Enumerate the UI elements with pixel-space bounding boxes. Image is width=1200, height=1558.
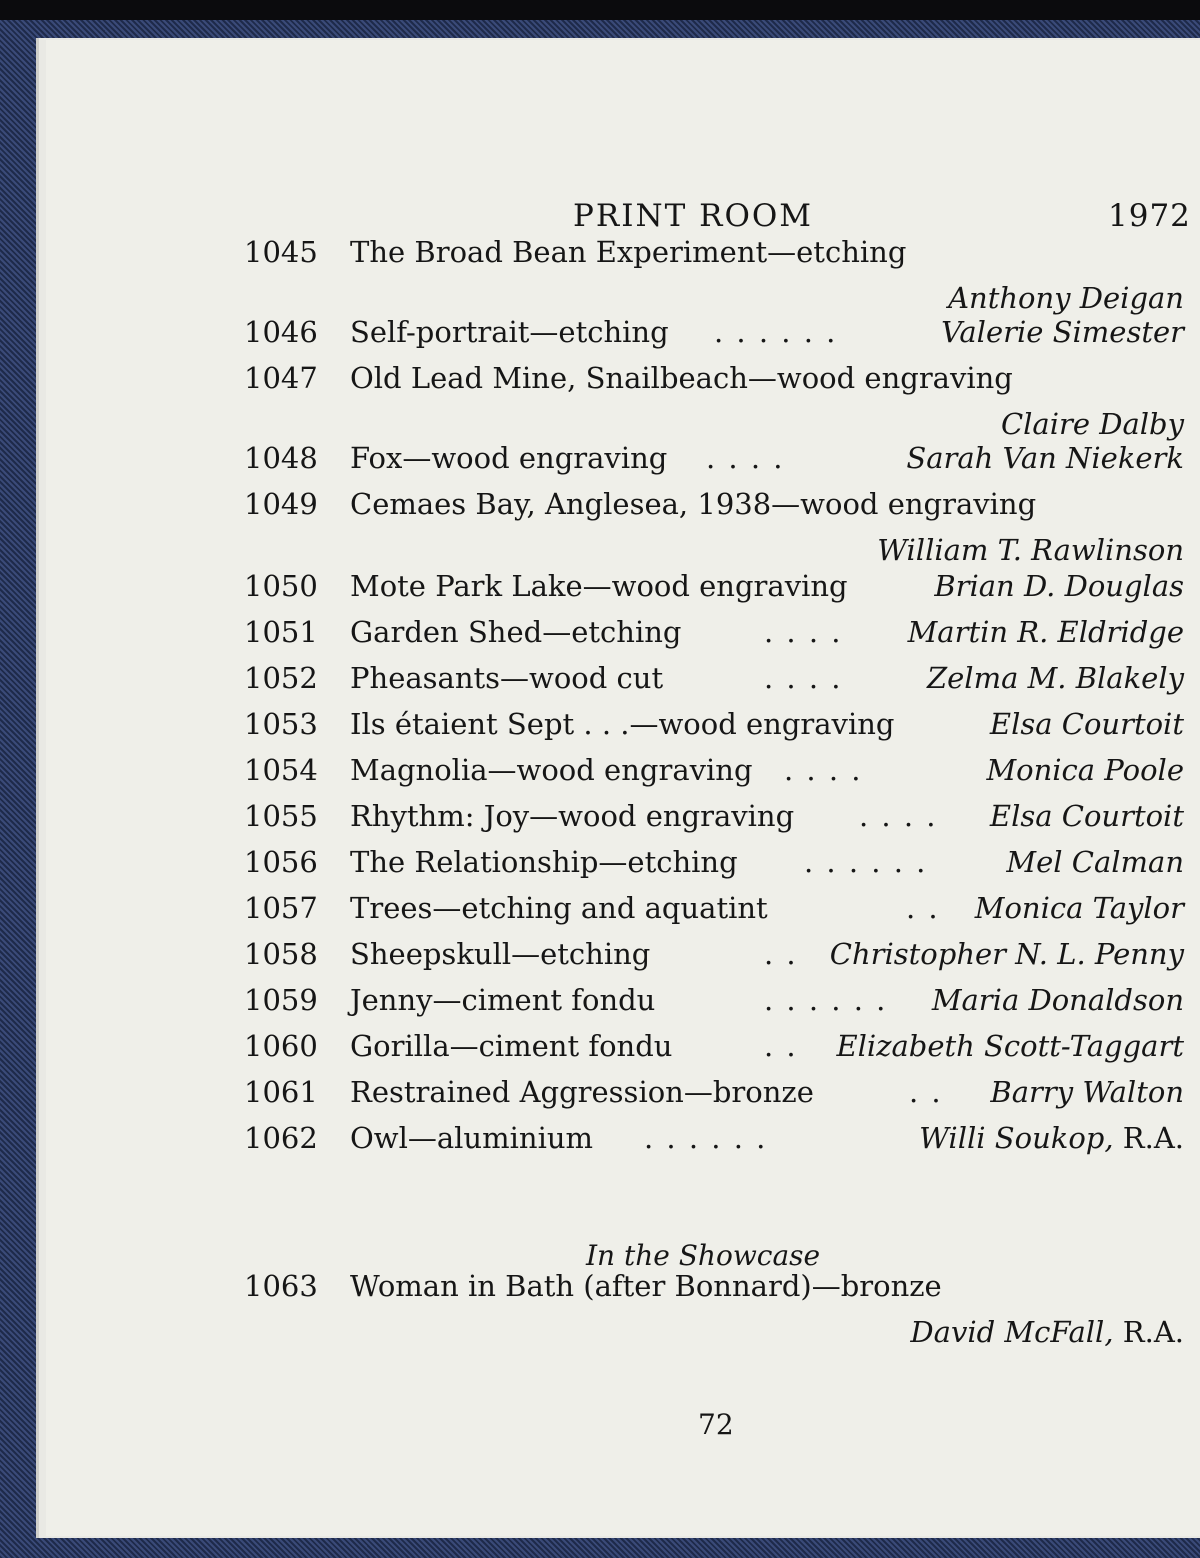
running-header-title: PRINT ROOM: [573, 198, 814, 234]
entry-number: 1054: [244, 753, 318, 787]
entry-title: Gorilla—ciment fondu: [350, 1029, 673, 1063]
section-heading: In the Showcase: [586, 1239, 821, 1272]
entry-number: 1049: [244, 487, 318, 521]
entry-title: Owl—aluminium: [350, 1121, 594, 1155]
entry-title: Trees—etching and aquatint: [350, 891, 768, 925]
leader-dots: . . . . . .: [764, 983, 888, 1017]
entry-artist: [910, 1312, 1184, 1352]
entry-artist: Elsa Courtoit: [989, 707, 1184, 741]
catalogue-entry: [244, 934, 1184, 974]
leader-dots: . . . . . .: [644, 1121, 768, 1155]
catalogue-entry: [244, 1026, 1184, 1066]
entry-title: Jenny—ciment fondu: [350, 983, 656, 1017]
entry-artist: Elsa Courtoit: [989, 799, 1184, 833]
entry-artist: Monica Poole: [986, 753, 1184, 787]
entry-title: Magnolia—wood engraving: [350, 753, 753, 787]
entry-number: 1053: [244, 707, 318, 741]
entry-title: Cemaes Bay, Anglesea, 1938—wood engraving: [350, 487, 1037, 521]
artist-name: Willi Soukop,: [919, 1121, 1114, 1155]
entry-title: Fox—wood engraving: [350, 441, 668, 475]
entry-number: 1056: [244, 845, 318, 879]
catalogue-entry: [244, 658, 1184, 698]
entry-artist: Christopher N. L. Penny: [829, 937, 1184, 971]
catalogue-entry: [244, 980, 1184, 1020]
entry-title: Restrained Aggression—bronze: [350, 1075, 814, 1109]
catalogue-page: [46, 40, 1200, 1536]
catalogue-entry: [244, 566, 1184, 606]
entry-number: 1057: [244, 891, 318, 925]
entry-number: 1059: [244, 983, 318, 1017]
page-number: 72: [698, 1408, 734, 1441]
catalogue-entry: [244, 232, 1184, 315]
leader-dots: . .: [764, 1029, 798, 1063]
entry-title: Mote Park Lake—wood engraving: [350, 569, 848, 603]
entry-number: 1062: [244, 1121, 318, 1155]
entry-artist: William T. Rawlinson: [877, 533, 1184, 567]
entry-number: 1050: [244, 569, 318, 603]
catalogue-entry: [244, 358, 1184, 441]
entry-artist: Claire Dalby: [1000, 407, 1184, 441]
entry-artist: Mel Calman: [1006, 845, 1184, 879]
entry-artist: Zelma M. Blakely: [927, 661, 1184, 695]
leader-dots: . . . .: [706, 441, 785, 475]
entry-number: 1052: [244, 661, 318, 695]
catalogue-entry: [244, 312, 1184, 352]
artist-honour: R.A.: [1113, 1315, 1184, 1349]
leader-dots: . .: [906, 891, 940, 925]
catalogue-entry: [244, 704, 1184, 744]
entry-title: Pheasants—wood cut: [350, 661, 664, 695]
catalogue-entry: [244, 484, 1184, 567]
entry-artist: Valerie Simester: [941, 315, 1184, 349]
catalogue-entry: [244, 750, 1184, 790]
artist-name: David McFall,: [910, 1315, 1114, 1349]
catalogue-entry: [244, 1072, 1184, 1112]
catalogue-entry: [244, 842, 1184, 882]
entry-artist: Elizabeth Scott-Taggart: [836, 1029, 1184, 1063]
entry-number: 1058: [244, 937, 318, 971]
entry-artist: Barry Walton: [990, 1075, 1184, 1109]
catalogue-entry: [244, 438, 1184, 478]
entry-number: 1051: [244, 615, 318, 649]
entry-title: The Broad Bean Experiment—etching: [350, 235, 907, 269]
entry-artist: Sarah Van Niekerk: [906, 441, 1184, 475]
entry-artist: Brian D. Douglas: [934, 569, 1184, 603]
artist-honour: R.A.: [1113, 1121, 1184, 1155]
leader-dots: . .: [764, 937, 798, 971]
leader-dots: . .: [909, 1075, 943, 1109]
entry-number: 1060: [244, 1029, 318, 1063]
catalogue-entry: [244, 1118, 1184, 1158]
entry-title: Rhythm: Joy—wood engraving: [350, 799, 795, 833]
catalogue-entry: [244, 888, 1184, 928]
catalogue-entry: [244, 1266, 1184, 1349]
entry-title: Ils étaient Sept . . .—wood engraving: [350, 707, 895, 741]
entry-artist: [919, 1118, 1184, 1158]
entry-title: Garden Shed—etching: [350, 615, 682, 649]
entry-artist: Martin R. Eldridge: [907, 615, 1184, 649]
entry-title: Old Lead Mine, Snailbeach—wood engraving: [350, 361, 1013, 395]
entry-number: 1061: [244, 1075, 318, 1109]
leader-dots: . . . . . .: [804, 845, 928, 879]
leader-dots: . . . .: [764, 661, 843, 695]
catalogue-entry: [244, 612, 1184, 652]
entry-artist: Monica Taylor: [974, 891, 1184, 925]
entry-number: 1055: [244, 799, 318, 833]
entry-number: 1063: [244, 1269, 318, 1303]
entry-number: 1047: [244, 361, 318, 395]
leader-dots: . . . . . .: [714, 315, 838, 349]
leader-dots: . . . .: [784, 753, 863, 787]
leader-dots: . . . .: [859, 799, 938, 833]
entry-title: Sheepskull—etching: [350, 937, 651, 971]
entry-number: 1045: [244, 235, 318, 269]
entry-number: 1046: [244, 315, 318, 349]
entry-number: 1048: [244, 441, 318, 475]
entry-artist: Maria Donaldson: [931, 983, 1184, 1017]
running-header-year: 1972: [1108, 198, 1191, 234]
entry-title: Self-portrait—etching: [350, 315, 669, 349]
catalogue-entry: [244, 796, 1184, 836]
entry-title: Woman in Bath (after Bonnard)—bronze: [350, 1269, 942, 1303]
entry-artist: Anthony Deigan: [948, 281, 1184, 315]
leader-dots: . . . .: [764, 615, 843, 649]
entry-title: The Relationship—etching: [350, 845, 738, 879]
